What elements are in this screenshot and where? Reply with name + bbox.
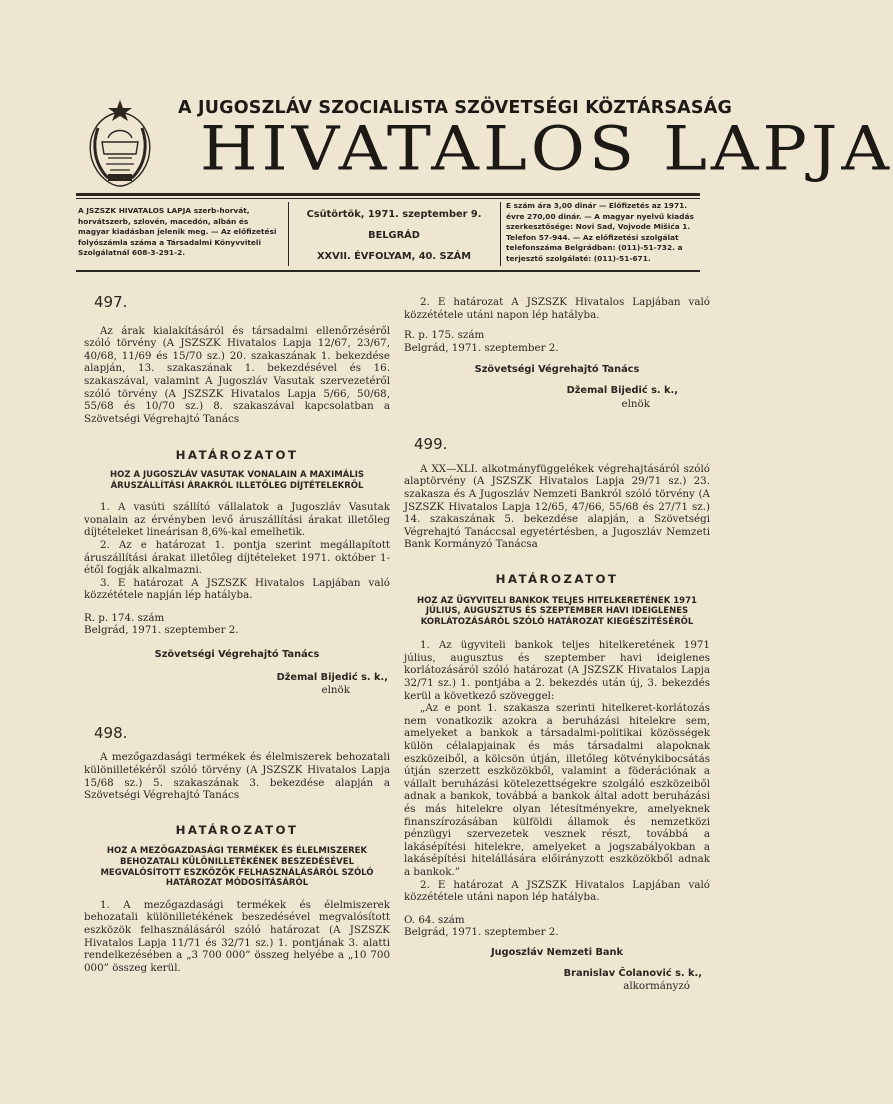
- header-divider: [500, 202, 501, 266]
- section-intro: A mezőgazdasági termékek és élelmiszerek behozatali különilletékéről szóló törvény (A JSZSZK Hivatalos Lapja 15/68 sz.) 5. szakaszának 3. bekezdése alapján a Szövetségi Végrehajtó Tanács: [84, 751, 390, 802]
- section-intro: A XX—XLI. alkotmányfüggelékek végrehajtásáról szóló alaptörvény (A JSZSZK Hivatalos Lapja 29/71 sz.) 23. szakasza és A Jugoszláv Nemzeti Bankról szóló törvény (A JSZSZK Hivatalos Lapja 12/65, 47/66, 55/68 és 27/71 sz.) 14. szakaszának 5. bekezdése alapján, a Szövetségi Végrehajtó Tanáccsal egyetértésben, a Jugoszláv Nemzeti Bank Kormányzó Tanácsa: [404, 462, 710, 551]
- paragraph: 1. A vasúti szállító vállalatok a Jugoszláv Vasutak vonalain az érvényben levő áruszállítási árakat illetőleg díjtételeket lineárisan 8,6%-kal emelhetik.: [84, 501, 390, 539]
- signer-role: elnök: [621, 397, 650, 410]
- right-column: [404, 296, 710, 993]
- decision-heading: HATÁROZATOT: [495, 571, 619, 586]
- left-column: [84, 293, 390, 974]
- reference-number: O. 64. szám: [404, 913, 465, 926]
- reference-number: R. p. 174. szám: [84, 611, 165, 624]
- star-icon: [108, 100, 132, 121]
- issue-date: Csütörtök, 1971. szeptember 9.: [306, 209, 482, 220]
- issue-city: BELGRÁD: [368, 230, 420, 241]
- price-info: E szám ára 3,00 dinár — Előfizetés az 1971. évre 270,00 dinár. — A magyar nyelvű kiadás szerkesztősége: Novi Sad, Vojvode Mišića 1. Telefon 57-944. — Az előfizetési szolgálat telefonszáma Belgrádban: (011)-51-732. a terjesztő szolgálaté: (011)-51-671.: [506, 201, 694, 263]
- section-number: 497.: [94, 293, 128, 311]
- paragraph: 2. E határozat A JSZSZK Hivatalos Lapjában való közzététele utáni napon lép hatályba.: [404, 296, 710, 321]
- place-date: Belgrád, 1971. szeptember 2.: [404, 926, 559, 939]
- header-rule-thin: [76, 198, 700, 199]
- paragraph: 1. A mezőgazdasági termékek és élelmiszerek behozatali különilletékének beszedésével megvalósított eszközök felhasználásáról szóló határozat (A JSZSZK Hivatalos Lapja 11/71 és 32/71 sz.) 1. pontjának 3. alatti rendelkezésében a „3 700 000” összeg helyébe a „10 700 000” összeg kerül.: [84, 898, 390, 974]
- paragraph: 2. Az e határozat 1. pontja szerint megállapított áruszállítási árakat illetőleg díjtételeket 1971. október 1-étől fogják alkalmazni.: [84, 538, 390, 577]
- council-name: Szövetségi Végrehajtó Tanács: [154, 649, 320, 661]
- paragraph: 1. Az ügyviteli bankok teljes hitelkeretének 1971 július, augusztus és szeptember havi ideiglenes korlátozásáról szóló határozat (A JSZSZK Hivatalos Lapja 32/71 sz.) 1. pontjába a 2. bekezdés után új, 3. bekezdés kerül a következő szöveggel:: [404, 639, 710, 702]
- header-divider: [288, 202, 289, 266]
- signer-name: Džemal Bijedić s. k.,: [566, 384, 678, 396]
- quoted-paragraph: „Az e pont 1. szakasza szerinti hitelkeret-korlátozás nem vonatkozik azokra a beruházási hitelekre sem, amelyeket a bankok a társadalmi-politikai közösségek külön célalapjainak és más társadalmi alapoknak eszközeiből, a kölcsön útján, illetőleg kötvénykibocsátás útján szerzett eszközökből, valamint a föderációnak a vállalt beruházási kötelezettségekre szolgáló eszközeiből adnak a bankok, továbbá a bankok által adott beruházási és más hitelekre olyan létesítményekre, amelyeknek finanszírozásában külföldi államok és nemzetközi pénzügyi szervezetek vesznek részt, továbbá a lakásépítési hitelekre, amelyeket a jogszabályokban a lakásépítési hitelállására előirányzott eszközökből adnak a bankok.”: [404, 702, 710, 878]
- header-bottom-rule: [76, 270, 700, 272]
- issue-number: XXVII. ÉVFOLYAM, 40. SZÁM: [317, 251, 471, 262]
- state-emblem-icon: [78, 98, 162, 190]
- header-rule: [76, 193, 700, 196]
- decision-title: HOZ A MEZŐGAZDASÁGI TERMÉKEK ÉS ÉLELMISZEREK BEHOZATALI KÜLÖNILLETÉKÉNEK BESZEDÉSÉVEL MEGVALÓSÍTOTT ESZKÖZÖK FELHASZNÁLÁSÁRÓL SZÓLÓ HATÁROZAT MÓDOSÍTÁSÁRÓL: [100, 846, 374, 889]
- council-name: Szövetségi Végrehajtó Tanács: [474, 364, 640, 376]
- signer-name: Branislav Čolanović s. k.,: [563, 967, 702, 979]
- decision-title: HOZ A JUGOSZLÁV VASUTAK VONALAIN A MAXIMÁLIS ÁRUSZÁLLÍTÁSI ÁRAKRÓL ILLETŐLEG DÍJTÉTELEKRŐL: [110, 469, 364, 491]
- section-intro: Az árak kialakításáról és társadalmi ellenőrzéséről szóló törvény (A JSZSZK Hivatalos Lapja 12/67, 23/67, 40/68, 11/69 és 15/70 sz.) 20. szakaszának 1. bekezdése alapján, 13. szakaszának 1. bekezdésével és 16. szakaszával, valamint A Jugoszláv Vasutak szervezetéről szóló törvény (A JSZSZK Hivatalos Lapja 5/66, 50/68, 55/68 és 10/70 sz.) 8. szakaszával kapcsolatban a Szövetségi Végrehajtó Tanács: [84, 324, 390, 425]
- state-name: A JUGOSZLÁV SZOCIALISTA SZÖVETSÉGI KÖZTÁRSASÁG: [178, 98, 733, 118]
- issue-info: [294, 204, 494, 267]
- decision-heading: HATÁROZATOT: [175, 448, 299, 463]
- subscription-info: A JSZSZK HIVATALOS LAPJA szerb-horvát, horvátszerb, szlovén, macedón, albán és magyar kiadásban jelenik meg. — Az előfizetési folyószámla száma a Társadalmi Könyvviteli Szolgálatnál 608-3-291-2.: [78, 206, 277, 258]
- paragraph: 2. E határozat A JSZSZK Hivatalos Lapjában való közzététele utáni napon lép hatályba.: [404, 878, 710, 904]
- institution-name: Jugoszláv Nemzeti Bank: [490, 946, 624, 958]
- section-number: 499.: [414, 435, 448, 454]
- signer-name: Džemal Bijedić s. k.,: [276, 671, 388, 683]
- reference-number: R. p. 175. szám: [404, 329, 485, 342]
- paragraph: 3. E határozat A JSZSZK Hivatalos Lapjában való közzététele napján lép hatályba.: [84, 576, 390, 602]
- signer-role: elnök: [321, 684, 350, 697]
- place-date: Belgrád, 1971. szeptember 2.: [404, 341, 559, 354]
- section-number: 498.: [94, 723, 128, 742]
- decision-heading: HATÁROZATOT: [175, 822, 299, 837]
- decision-title: HOZ AZ ÜGYVITELI BANKOK TELJES HITELKERETÉNEK 1971 JÚLIUS, AUGUSZTUS ÉS SZEPTEMBER HAVI IDEIGLENES KORLÁTOZÁSÁRÓL SZÓLÓ HATÁROZAT KIEGÉSZÍTÉSÉRŐL: [417, 595, 697, 627]
- signer-role: alkormányzó: [623, 980, 690, 993]
- place-date: Belgrád, 1971. szeptember 2.: [84, 624, 239, 637]
- gazette-title: HIVATALOS LAPJA: [200, 113, 893, 185]
